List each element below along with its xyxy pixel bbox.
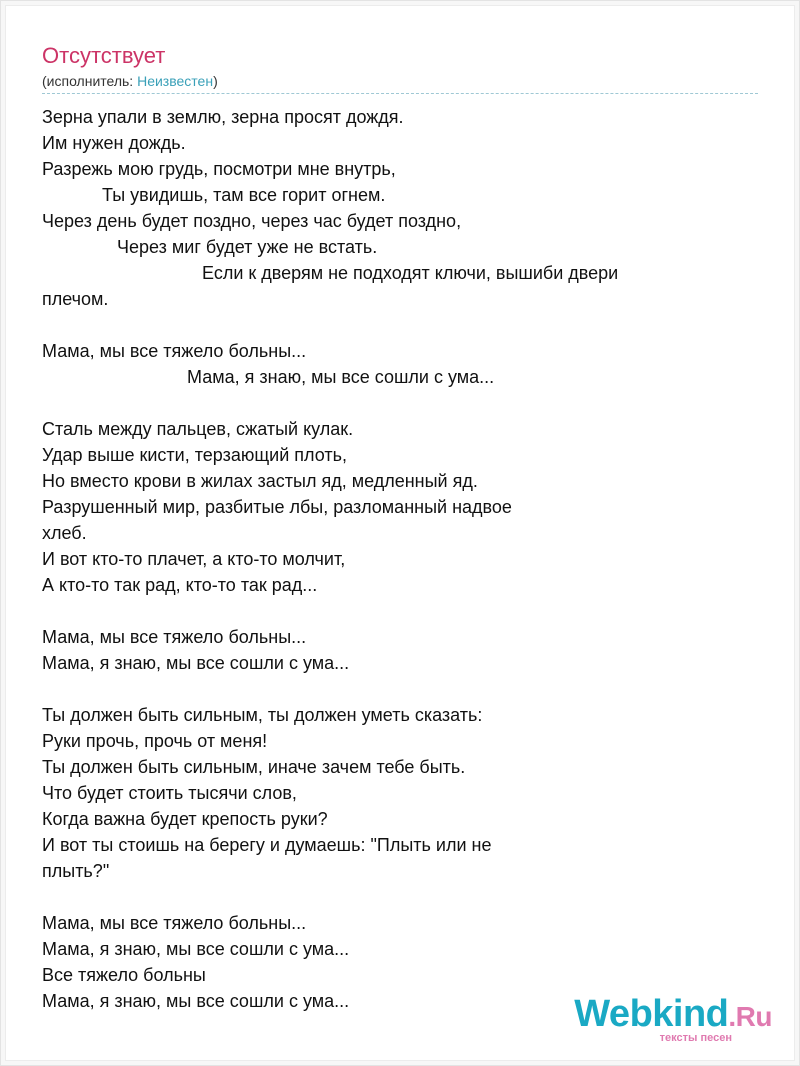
lyric-line: Сталь между пальцев, сжатый кулак. <box>42 419 354 439</box>
lyric-line: Если к дверям не подходят ключи, вышиби двери <box>42 263 619 283</box>
lyric-line: Через миг будет уже не встать. <box>42 237 378 257</box>
lyric-line: Что будет стоить тысячи слов, <box>42 783 297 803</box>
artist-link[interactable]: Неизвестен <box>137 73 214 89</box>
lyric-line: Зерна упали в землю, зерна просят дождя. <box>42 107 404 127</box>
lyric-line: Мама, я знаю, мы все сошли с ума... <box>42 367 495 387</box>
lyric-line: Удар выше кисти, терзающий плоть, <box>42 445 347 465</box>
lyric-line: хлеб. <box>42 523 87 543</box>
stanza-gap <box>42 676 758 702</box>
lyric-line: И вот кто-то плачет, а кто-то молчит, <box>42 549 346 569</box>
artist-suffix: ) <box>213 73 218 89</box>
lyric-line: Через день будет поздно, через час будет поздно, <box>42 211 462 231</box>
lyric-line: Мама, я знаю, мы все сошли с ума... <box>42 653 350 673</box>
lyrics-body <box>42 104 758 1014</box>
stanza-gap <box>42 390 758 416</box>
brand-tagline: тексты песен <box>659 1032 732 1044</box>
lyric-line: Им нужен дождь. <box>42 133 186 153</box>
lyric-line: Но вместо крови в жилах застыл яд, медленный яд. <box>42 471 478 491</box>
lyric-line: плыть?" <box>42 861 110 881</box>
lyric-line: Мама, мы все тяжело больны... <box>42 627 307 647</box>
lyric-line: Разрушенный мир, разбитые лбы, разломанный надвое <box>42 497 512 517</box>
brand-name: Webkind <box>574 993 729 1035</box>
stanza-gap <box>42 598 758 624</box>
lyric-line: Когда важна будет крепость руки? <box>42 809 328 829</box>
stanza-gap <box>42 884 758 910</box>
lyric-line: Ты увидишь, там все горит огнем. <box>42 185 386 205</box>
lyric-line: Мама, мы все тяжело больны... <box>42 913 307 933</box>
lyric-line: Мама, я знаю, мы все сошли с ума... <box>42 991 350 1011</box>
title-divider <box>42 93 758 94</box>
webkind-logo <box>574 995 772 1036</box>
lyric-line: Ты должен быть сильным, ты должен уметь сказать: <box>42 705 483 725</box>
lyric-line: Руки прочь, прочь от меня! <box>42 731 268 751</box>
brand-tld: .Ru <box>728 1001 772 1032</box>
lyric-line: Мама, мы все тяжело больны... <box>42 341 307 361</box>
stanza-gap <box>42 312 758 338</box>
lyric-line: Мама, я знаю, мы все сошли с ума... <box>42 939 350 959</box>
artist-prefix: (исполнитель: <box>42 73 138 89</box>
lyrics-page <box>42 42 758 1014</box>
lyric-line: Ты должен быть сильным, иначе зачем тебе быть. <box>42 757 466 777</box>
lyric-line: Разрежь мою грудь, посмотри мне внутрь, <box>42 159 396 179</box>
song-title: Отсутствует <box>42 43 166 68</box>
lyric-line: Все тяжело больны <box>42 965 206 985</box>
webkind-watermark <box>574 995 772 1044</box>
lyric-line: А кто-то так рад, кто-то так рад... <box>42 575 318 595</box>
artist-line <box>42 71 758 91</box>
lyric-line: плечом. <box>42 289 109 309</box>
lyric-line: И вот ты стоишь на берегу и думаешь: "Плыть или не <box>42 835 492 855</box>
